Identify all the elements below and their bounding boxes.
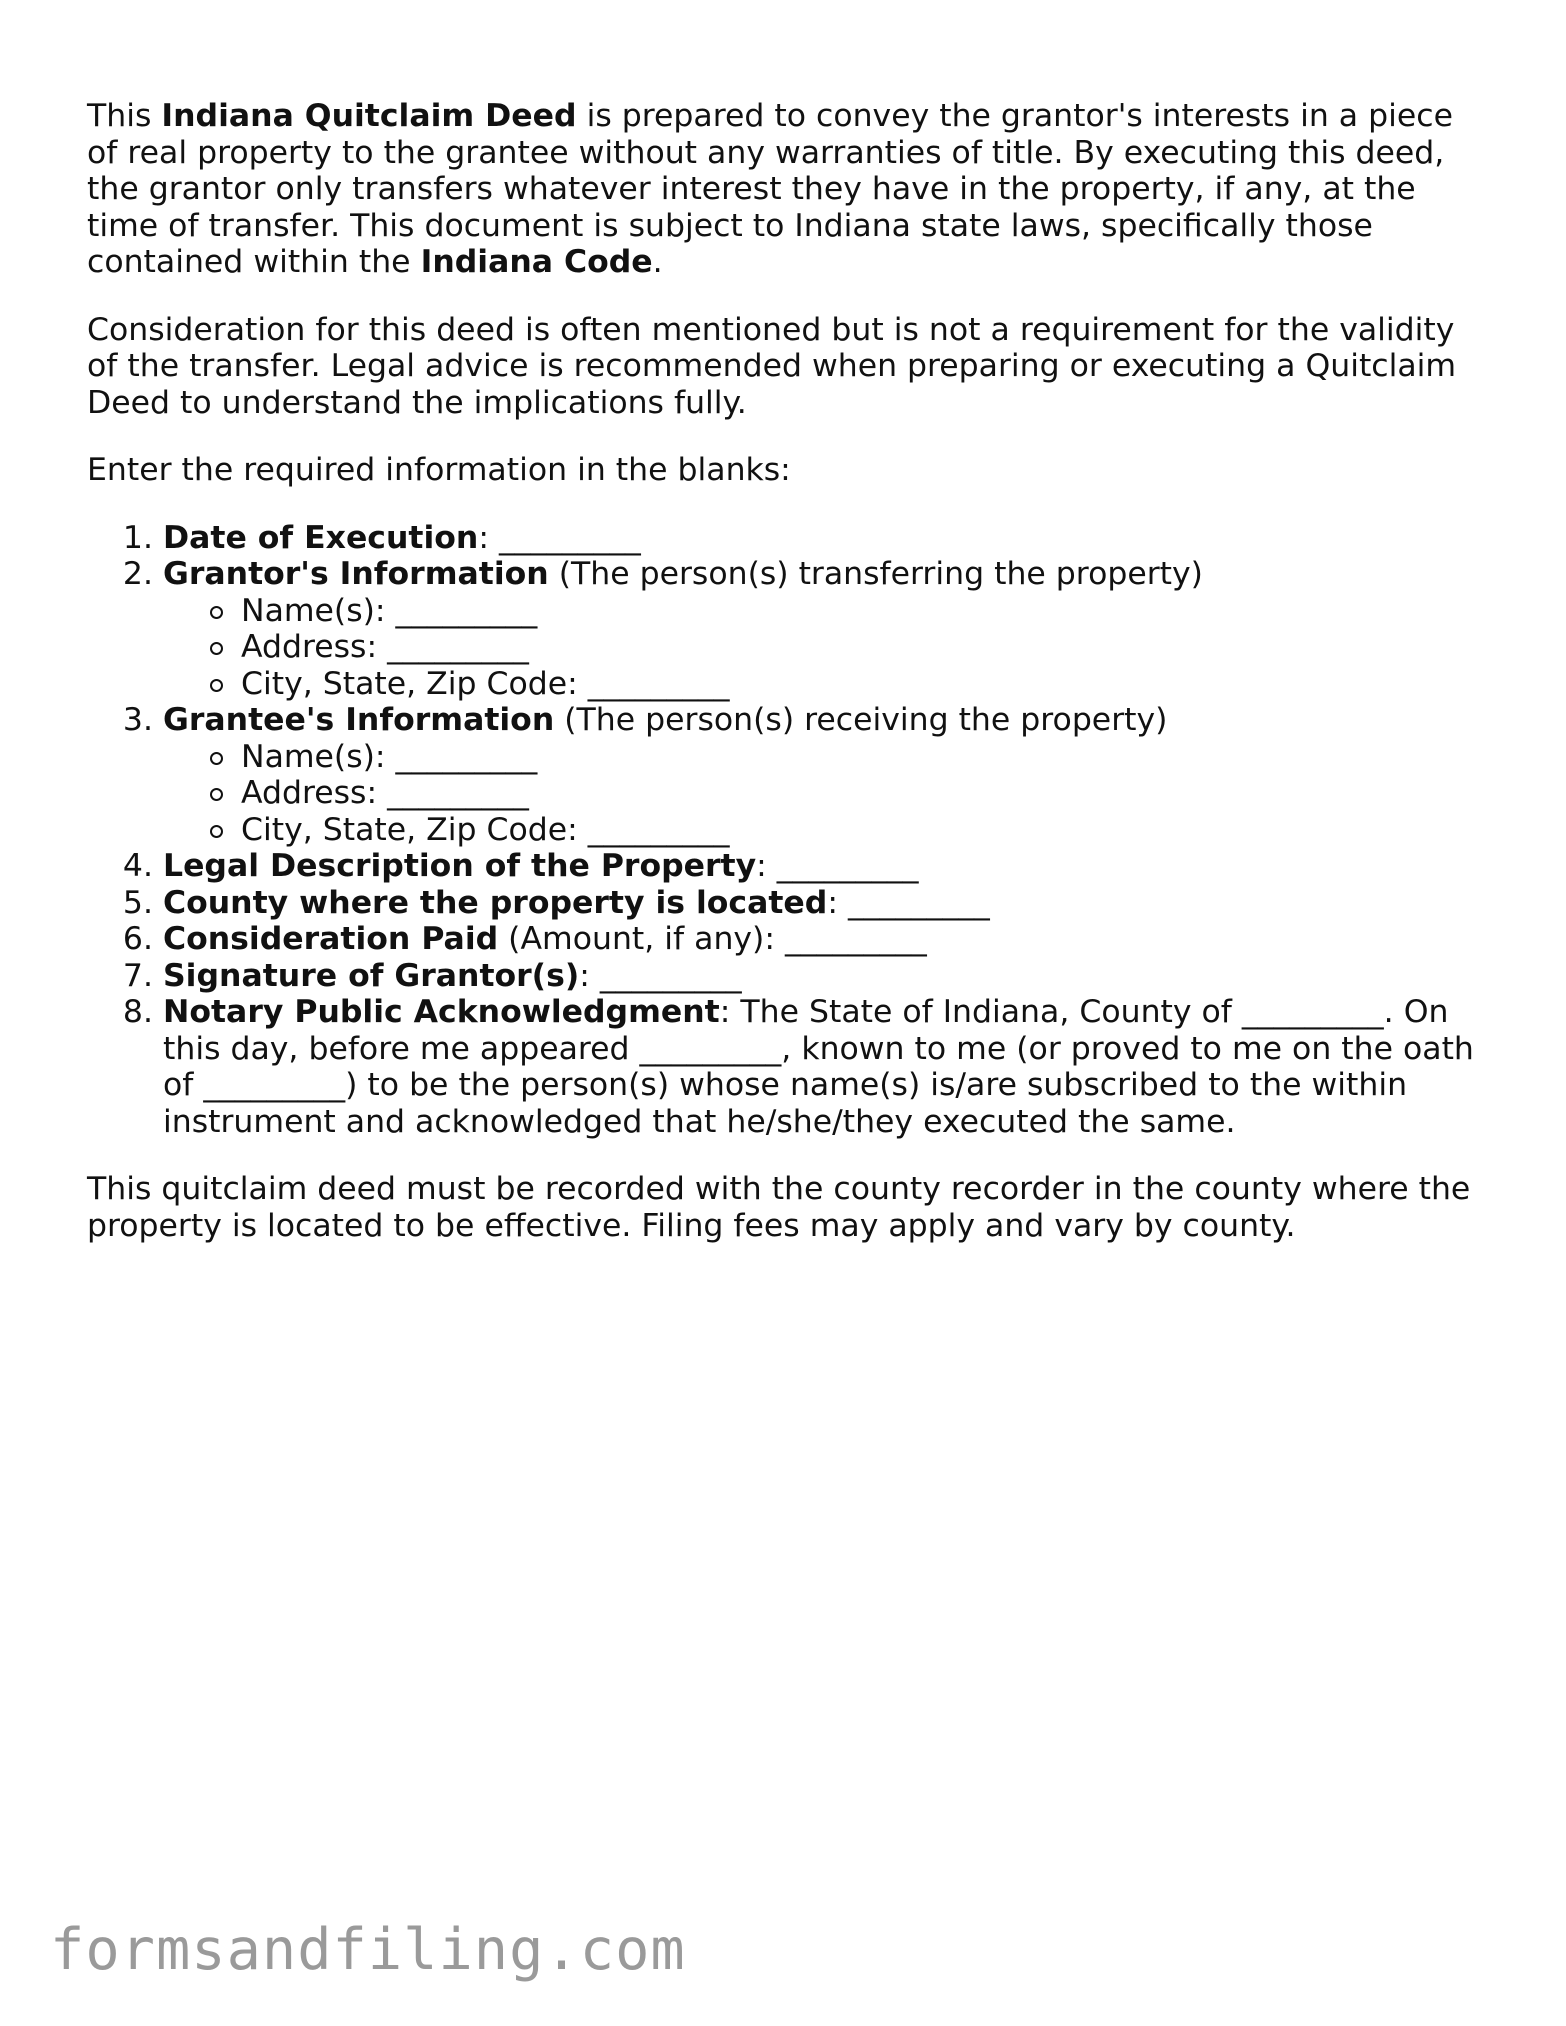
list-item-signature	[163, 958, 1487, 995]
sub-item: Name(s): _________	[241, 593, 1487, 630]
notary-text: : The State of Indiana, County of _________. On this day, before me appeared _________, known to me (or proved to me on the oath of _________) to be the person(s) whose name(s) is/are subscribed to the within instrument and acknowledged that he/she/they executed the same.	[163, 994, 1474, 1140]
intro-text: is prepared to convey the grantor's interests in a piece of real property to the grantee without any warranties of title. By executing this deed, the grantor only transfers whatever interest they have in the property, if any, at the time of transfer. This document is subject to Indiana state laws, specifically those contained within the	[87, 98, 1453, 280]
field-label: Grantee's Information	[163, 702, 555, 738]
list-item-legal-description	[163, 848, 1487, 885]
consideration-paragraph: Consideration for this deed is often mentioned but is not a requirement for the validity of the transfer. Legal advice is recommended when preparing or executing a Quitclaim Deed to understand the implications fully.	[87, 311, 1457, 421]
list-item-date	[163, 520, 1487, 557]
list-item-notary	[163, 994, 1487, 1140]
sub-item: Address: _________	[241, 629, 1487, 666]
field-label: Legal Description of the Property	[163, 848, 757, 884]
required-fields-list	[87, 520, 1487, 1141]
list-item-county	[163, 885, 1487, 922]
sub-item: Name(s): _________	[241, 739, 1487, 776]
field-label: Signature of Grantor(s)	[163, 957, 580, 994]
recording-paragraph: This quitclaim deed must be recorded with the county recorder in the county where the property is located to be effective. Filing fees may apply and vary by county.	[87, 1171, 1471, 1244]
field-label: County where the property is located	[163, 884, 828, 921]
grantee-sublist	[163, 739, 1487, 849]
list-item-consideration	[163, 921, 1487, 958]
watermark: formsandfiling.com	[50, 1917, 686, 1983]
intro-paragraph	[87, 98, 1487, 281]
deed-title: Indiana Quitclaim Deed	[161, 98, 577, 134]
field-blank: : _________	[478, 519, 641, 556]
code-reference: Indiana Code	[420, 244, 653, 280]
field-description: (The person(s) transferring the property)	[548, 556, 1203, 592]
field-label: Notary Public Acknowledgment	[163, 994, 720, 1030]
field-label: Grantor's Information	[163, 556, 549, 592]
field-blank: : _________	[827, 884, 990, 921]
field-blank: (Amount, if any): _________	[498, 921, 927, 957]
intro-text: This	[87, 98, 162, 134]
sub-item: Address: _________	[241, 775, 1487, 812]
field-description: (The person(s) receiving the property)	[554, 702, 1168, 738]
list-item-grantee	[163, 702, 1487, 848]
grantor-sublist	[163, 593, 1487, 703]
field-blank: : _________	[579, 957, 742, 994]
list-item-grantor	[163, 556, 1487, 702]
sub-item: City, State, Zip Code: _________	[241, 666, 1487, 703]
document-body	[87, 98, 1487, 1275]
field-blank: : _________	[756, 848, 919, 884]
field-label: Date of Execution	[163, 519, 479, 556]
instructions-paragraph: Enter the required information in the blanks:	[87, 452, 791, 488]
sub-item: City, State, Zip Code: _________	[241, 812, 1487, 849]
field-label: Consideration Paid	[163, 921, 499, 957]
intro-text: .	[652, 244, 663, 280]
